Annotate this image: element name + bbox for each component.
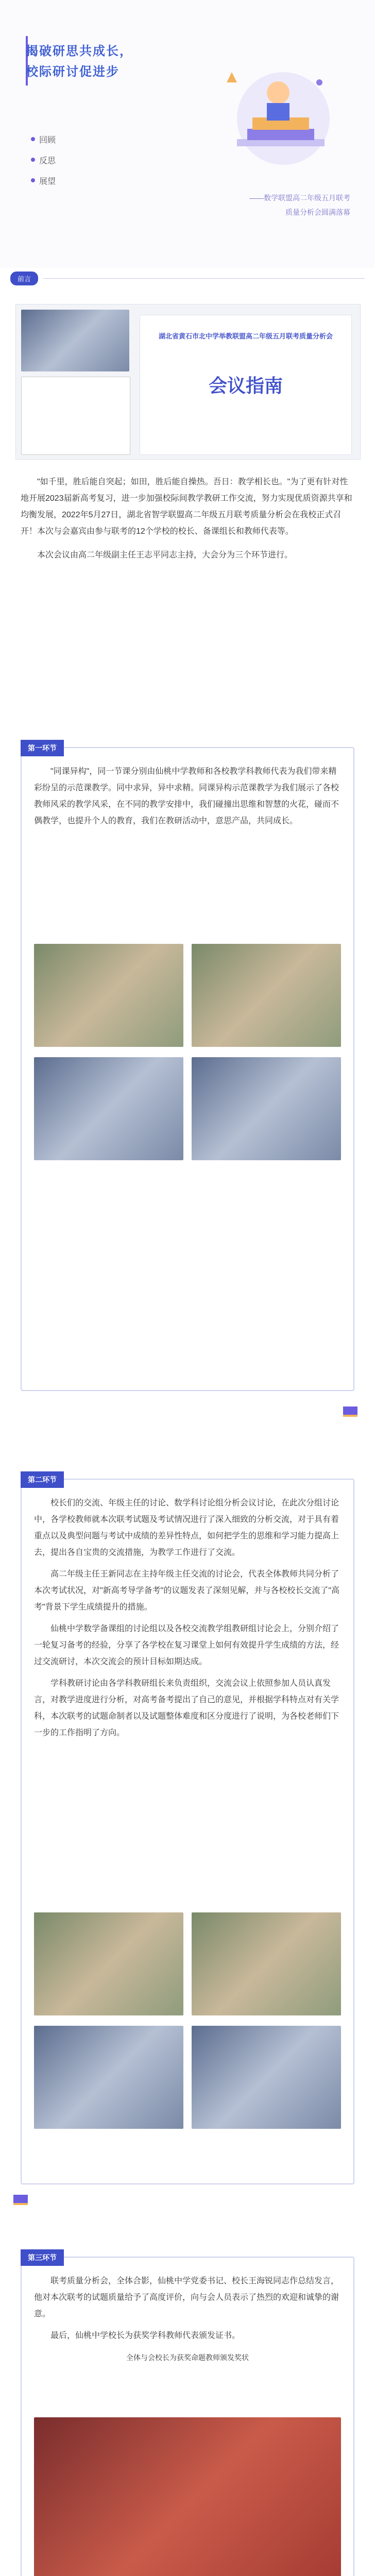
divider: [43, 278, 365, 279]
step3-title: 第三环节: [21, 2249, 64, 2266]
step2-paragraph-3: 仙桃中学数学备课组的讨论组以及各校交流教学组教研组讨论会上，分别介绍了一轮复习备考的经验，分享了各学校在复习课堂上如何有效提升学生成绩的方法，经过交流研讨，本次交流会的预计目标如期达成。: [34, 1624, 339, 1666]
award-ceremony-photo: [34, 2417, 341, 2576]
step2-paragraph-4: 学科教研讨论由各学科教研组长来负责组织，交流会议上依照参加人员认真发言，对教学进度进行分析，对高考备考提出了自己的意见，并根据学科特点对有关学科，本次联考的试题命制者以及试题整体难度和区分度进行了说明，为各校老师们下一步的工作指明了方向。: [34, 1679, 339, 1737]
hero-title: [26, 41, 133, 82]
step3-paragraph-1: 联考质量分析会，全体合影，仙桃中学党委书记、校长王海锐同志作总结发言，他对本次联考的试题质量给予了高度评价，向与会人员表示了热烈的欢迎和诚挚的谢意。: [34, 2277, 339, 2318]
schedule-table: [21, 377, 130, 455]
hero-title-line1: 揭破研思共成长，: [26, 44, 133, 58]
step2-title: 第二环节: [21, 1471, 64, 1488]
preface-label: 前言: [10, 272, 38, 285]
reading-illustration-icon: [216, 62, 340, 180]
meeting-photo: [34, 1912, 183, 2015]
classroom-photo: [34, 944, 183, 1047]
hero-tags: [31, 129, 56, 191]
classroom-photo: [192, 1057, 341, 1160]
classroom-photo: [192, 944, 341, 1047]
classroom-photo: [34, 1057, 183, 1160]
bullet-icon: [31, 178, 35, 182]
guide-poster-title: 会议指南: [208, 375, 283, 396]
preface-body: [21, 474, 354, 564]
preface-paragraph-2: 本次会议由高二年级副主任王志平同志主持，大会分为三个环节进行。: [37, 551, 293, 560]
book-icon: [10, 2190, 31, 2210]
hero-tag: [31, 129, 56, 149]
hero-title-line2: 校际研讨促进步: [26, 65, 120, 79]
guide-poster: [140, 315, 352, 455]
step2-card: [21, 1476, 354, 2184]
hero-tag-label: 展望: [39, 177, 56, 186]
hero-tag: [31, 149, 56, 170]
meeting-guide-image: [15, 304, 361, 460]
step3-caption: 全体与会校长为获奖命题教师颁发奖状: [126, 2353, 249, 2362]
hero-tag: [31, 170, 56, 191]
step3-paragraph-2: 最后，仙桃中学校长为获奖学科教师代表颁发证书。: [50, 2331, 241, 2340]
step2-paragraph-2: 高二年级主任王新同志在主持年级主任交流的讨论会，代表全体教师共同分析了本次考试状况，对"新高考导学备考"的议题发表了深刻见解，并与各校校长交流了"高考"背景下学生成绩提升的措施。: [34, 1570, 340, 1612]
bullet-icon: [31, 137, 35, 141]
guide-poster-subtitle: 湖北省黄石市北中学举教联盟高二年级五月联考质量分析会: [158, 332, 333, 340]
step1-title: 第一环节: [21, 740, 64, 756]
meeting-photo: [34, 2026, 183, 2129]
book-icon: [340, 1401, 361, 1422]
campus-photo: [21, 310, 129, 371]
bullet-icon: [31, 158, 35, 162]
meeting-photo: [192, 1912, 341, 2015]
step1-paragraph: "同课异构"，同一节课分别由仙桃中学教师和各校教学科教师代表为我们带来精彩纷呈的示范课教学。同中求异，异中求精。同课异构示范课教学为我们展示了各校教师风采的教学风采，在不同的教学安排中，我们碰撞出思维和智慧的火花，碰而不偶教学，也提升个人的教育，我们在教研活动中，意思产品，共同成长。: [34, 767, 339, 825]
hero-subtitle-line2: 质量分析会圆满落幕: [285, 208, 350, 216]
step2-paragraph-1: 校长们的交流、年级主任的讨论、数学科讨论组分析会议讨论，在此次分组讨论中，各学校教师就本次联考试题及考试情况进行了深入细致的分析交流，对于具有着重点以及典型问题与考试中成绩的差异性特点，如何把学生的思维和学习能力提高上去，提出各自宝贵的交流措施，为教学工作进行了交流。: [34, 1499, 339, 1557]
hero-subtitle: [196, 191, 350, 219]
step3-card: [21, 2253, 354, 2576]
preface-header: [10, 268, 365, 289]
hero-tag-label: 反思: [39, 156, 56, 165]
meeting-photo: [192, 2026, 341, 2129]
preface-paragraph: "如千里，胜后能自突起；如田，胜后能自操热。吾日：教学相长也。"为了更有针对性地开展2023届新高考复习，进一步加强校际间教学教研工作交流，努力实现优质资源共享和均衡发展，2022年5月27日，湖北省智学联盟高二年级五月联考质量分析会在我校正式召开！本次与会嘉宾由参与联考的12个学校的校长、备课组长和教师代表等。: [21, 478, 352, 536]
hero-subtitle-line1: ——数学联盟高二年级五月联考: [249, 194, 350, 202]
step1-card: [21, 744, 354, 1391]
hero-tag-label: 回顾: [39, 135, 56, 145]
